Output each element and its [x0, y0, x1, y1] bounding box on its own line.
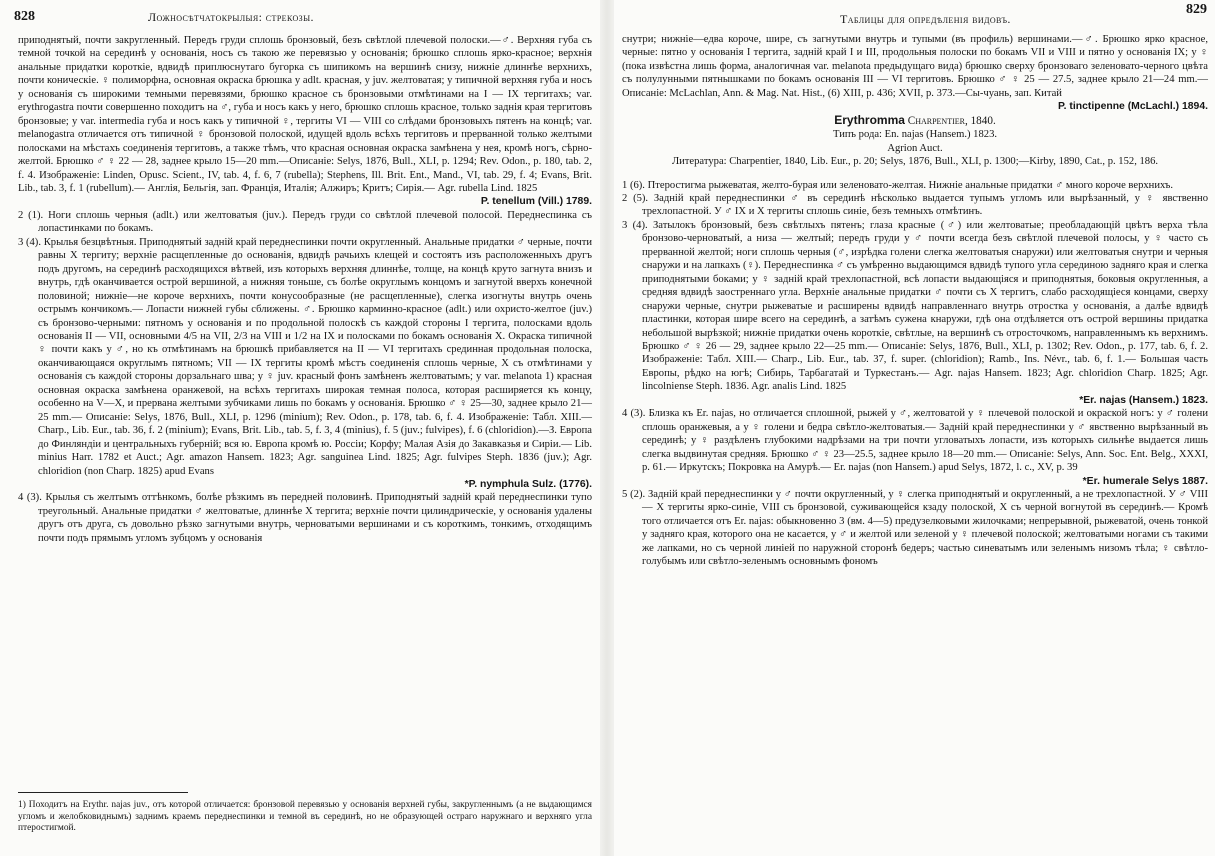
left-page [0, 0, 600, 856]
entry-number: 4 (3). [18, 492, 42, 504]
entry-text: Ноги сплошь черныя (adlt.) или желтоватыя (juv.). Передъ груди со свѣтлой плечевой полосой. Переднеспинка съ лопастинками по бокамъ. [38, 209, 592, 235]
right-page-number: 829 [1186, 2, 1207, 17]
species-name: *P. nymphula Sulz. (1776). [464, 478, 592, 490]
entry-number: 5 (2). [622, 488, 646, 500]
entry-number: 3 (4). [622, 219, 648, 231]
book-gutter [600, 0, 614, 856]
entry-text: Крылья безцвѣтныя. Приподнятый задній край переднеспинки почти округленный. Анальные придатки ♂ черные, почти равны X тергиту; верхніе расщепленные до основанія, вдвидѣ рачьихъ клещей и состоятъ изъ расположенныхъ другъ подъ другомъ, на серединѣ расходящихся вѣтвей, изъ которыхъ верхняя длиннѣе, толще, на концѣ круто загнута внизъ и внутрь, гдѣ оканчивается острой вершиной, а нижняя тоньше, съ болѣе округлымъ концомъ и загнутой вверхъ конечной половиной; нижніе—не короче верхнихъ, почти конусообразные (не расщепленные), слегка изогнуты внутрь очень острымъ кончикомъ.— Лопасти нижней губы сближены. ♂. Брюшко карминно-красное (adlt.) или охристо-желтое (juv.) съ бронзово-черными: пятномъ у основанія и по продольной полоскѣ съ каждой стороны I тергита, полосками вдоль основанія II — VII, основными 4/5 на VII, 2/3 на VIII и 1/2 на IX и полосками по бокамъ основанія X. Окраска типичной ♀ почти какъ у ♂, но къ отмѣтинамъ на брюшкѣ прибавляется на II — VI тергитахъ срединная продольная полоска, оканчивающаяся округлымъ пятномъ; VII — IX тергиты кромѣ мѣстъ соединенія сплошь черные, X съ отмѣтинами у основанія съ каждой стороны дорзальнаго шва; у ♀ juv. красный фонъ замѣненъ желтоватымъ; у var. melanota 1) красная основная окраска замѣнена оранжевой, на всѣхъ тергитахъ широкая темная полоса, которая расширяется къ концу, особенно на V—X, и прервана желтыми зубчиками лишь по бокамъ у основанія. Брюшко ♂ ♀ 25—30, заднее крыло 21—25 mm.— Описаніе: Selys, 1876, Bull., XLI, p. 1296 (minium); Rev. Odon., p. 178, tab. 6, f. 4. Изображеніе: Табл. XIII.— Charp., Lib. Eur., tab. 36, f. 2 (minium); Evans, Brit. Lib., tab. 5, f. 3, 4 (minius), f. 5 (juv.; fulvipes), f. 6 (chloridion).—З. Европа до Финляндіи и центральныхъ губерній; вся ю. Европа кромѣ ю. Россіи; Корфу; Малая Азія до Закавказья и Сиріи.— Lib. minius Harr. 1782 et Auct.; Agr. amazon Hansem. 1823; Agr. sanguinea Lind. 1825; Agr. fulvipes Steph. 1836 (juv.); Agr. chloridion (non Charp. 1825) apud Evans [38, 236, 593, 477]
right-page-header [614, 0, 1215, 26]
entry-number: 1 (6). [622, 179, 645, 191]
key-entry [622, 407, 1208, 474]
entry-text: Задній край переднеспинки ♂ въ серединѣ нѣсколько выдается тупымъ угломъ или вырѣзанный, у ♀ явственно трехлопастной. У ♂ IX и X тергиты сплошь синіе, безъ темныхъ отмѣтинъ. [642, 192, 1208, 218]
entry-number: 2 (5). [622, 192, 649, 204]
entry-text: Затылокъ бронзовый, безъ свѣтлыхъ пятенъ; глаза красные (♂) или желтоватые; преобладающій цвѣтъ верха тѣла бронзово-черноватый, а низа — желтый; передъ груди у ♂ почти всегда безъ свѣтлой плечевой полосы, у ♀ часто съ прерванной желтой; ноги сплошь черныя (♂, изрѣдка голени слегка желтоватыя снаружи) или желтоватыя снутри и черныя снаружи и на лапкахъ (♀). Переднеспинка ♂ съ умѣренно выдающимся вдвидѣ тупого угла серединою задняго края и слегка приподнятыми боками; у ♀ задній край трехлопастной, всѣ лопасти выдающіяся и приподнятыя, боковыя округленныя, а средняя вдвидѣ заостреннаго угла. Верхніе анальные придатки ♂ почти съ X тергитъ, слабо расходящіеся концами, сверху снаружи черные, снутри рыжеватые и расширены вдвидѣ направленнаго внутрь отростка у основанія, а далѣе вдвидѣ пластинки, которая шире всего на серединѣ, а затѣмъ сужена кнаружи, гдѣ она отдѣляется отъ острой вершины придатка небольшой вырѣзкой; нижніе придатки очень короткіе, свѣтлые, на вершинѣ съ отросточкомъ, направленнымъ къ верхнимъ. Брюшко ♂ ♀ 26 — 29, заднее крыло 22—25 mm.— Описаніе: Selys, 1876, Bull., XLI, p. 1302; Rev. Odon., p. 177, tab. 6, f. 2. Изображеніе: Табл. XIII.— Charp., Lib. Eur., tab. 37, f. super. (chloridion); Ramb., Ins. Névr., tab. 6, f. 1.— Большая часть Европы, рѣдко на югѣ; Сибирь, Тарбагатай и Туркестанъ.— Agr. najas Hansem. 1823; Agr. chloridion Charp. 1825; Agr. lincolniense Steph. 1836. Agr. analis Lind. 1825 [642, 219, 1208, 393]
genus-title [622, 114, 1208, 128]
key-entry [622, 192, 1208, 219]
genus-name: Erythromma [834, 112, 905, 127]
genus-literature: Литература: Charpentier, 1840, Lib. Eur., p. 20; Selys, 1876, Bull., XLI, p. 1300;—Kirby, 1890, Cat., p. 152, 186. [671, 156, 1159, 168]
entry-text: Задній край переднеспинки у ♂ почти округленный, у ♀ слегка приподнятый и округленный, а не трехлопастной. У ♂ VIII — X тергиты ярко-синіе, VIII съ бронзовой, суживающейся кзаду полоской, X съ черной вогнутой въ серединѣ.— Кромѣ того отличается отъ Er. najas: обыкновенно 3 (вм. 4—5) предузелковыми жилочками; непрерывной, рыжеватой, очень тонкой у задняго края, которого она не касается, у ♂ и желтой или зеленой у ♀ плечевой полоской; желтоватыми ногами съ такими же лапками, но съ черной линіей по наружной сторонѣ бедеръ; частью синеватымъ или зеленымъ низомъ тѣла; ♀ свѣтло-голубымъ или свѣтло-зеленымъ основнымъ фономъ [642, 488, 1208, 568]
entry-number: 2 (1). [18, 209, 44, 221]
entry-number: 3 (4). [18, 236, 41, 248]
spacer [622, 169, 1208, 179]
footnote: 1) Походитъ на Erythr. najas juv., отъ которой отличается: бронзовой перевязью у основанія верхней губы, закругленнымъ (а не выдающимся угломъ и желобковиднымъ) заднимъ краемъ переднеспинки и темной въ серединѣ, но не образующей остраго наружнаго и верхняго угла птеростигмой. [18, 800, 592, 834]
key-entry [18, 209, 592, 236]
right-page-body [622, 33, 1208, 569]
key-entry [622, 179, 1208, 192]
left-page-header [0, 0, 600, 26]
genus-type: Типъ рода: En. najas (Hansem.) 1823. [832, 129, 998, 141]
left-page-number: 828 [14, 9, 35, 24]
right-page [614, 0, 1215, 856]
left-page-body [18, 34, 592, 545]
species-name: *Er. najas (Hansem.) 1823. [1079, 394, 1208, 406]
genus-author: Charpentier, 1840. [907, 114, 996, 127]
right-intro-text: снутри; нижніе—едва короче, шире, съ загнутыми внутрь и тупыми (въ профиль) вершинами.—♂. Брюшко ярко красное, черные: пятно у основанія I тергита, задній край I и III, продольныя полоски по бокамъ VII и VIII и пятно у основанія IX; у ♀ (пока извѣстна лишь форма, аналогичная var. melanota предыдущаго вида) брюшко сверху бронзоваго зеленовато-черного цвѣта съ полулунными пятнышками по бокамъ основанія III — VI тергитовъ. Брюшко ♂ ♀ 25 — 27.5, заднее крыло 21—24 mm.— Описаніе: McLachlan, Ann. & Mag. Nat. Hist., (6) XIII, p. 436; XVII, p. 373.—Сы-чуань, зап. Китай [622, 34, 1208, 99]
left-intro-text: приподнятый, почти закругленный. Передъ груди сплошь бронзовый, безъ свѣтлой плечевой полоски.—♂. Верхняя губа съ темной точкой на серединѣ у основанія, носъ съ такою же перевязью у основанія; брюшко сплошь ярко-красное; верхнія анальные придатки короткіе, вдвидѣ приплюснутаго бугорка съ шипикомъ на вершинѣ снизу, нижніе длиннѣе верхнихъ, почти коническіе. ♀ полиморфна, основная окраска брюшка у adlt. красная, у juv. желтоватая; у типичной верхняя губа и носъ у основанія съ широкими темными перевязями, брюшко красное съ бронзовыми отмѣтинами на I — IX тергитахъ; var. erythrogastra почти совершенно походитъ на ♂, губа и носъ какъ у него, брюшко сплошь красное, только заднія края тергитовъ бронзовые; у var. intermedia губа и носъ какъ у типичной ♀, тергиты VI — VIII со слѣдами бронзовыхъ пятенъ на концѣ; var. melanogastra отличается отъ типичной ♀ бронзовой полоской, идущей вдоль всѣхъ тергитовъ и прерванной только желтыми полосками на мѣстахъ соединенія тергитовъ, а также тѣмъ, что красная основная окраска замѣнена у нея, кромѣ ногъ, сѣрно-желтой. Брюшко ♂ ♀ 22 — 28, заднее крыло 15—20 mm.—Описаніе: Selys, 1876, Bull., XLI, p. 1294; Rev. Odon., p. 180, tab. 2, f. 4. Изображеніе: Linden, Opusc. Scient., IV, tab. 4, f. 6, 7 (rubella); Stephens, Ill. Brit. Ent., Mand., VI, tab. 29, f. 4; Evans, Brit. Lib., tab. 3, f. 1 (rubellum).— Англія, Бельгія, зап. Франція, Италія; Алжиръ; Критъ; Сирія.— Agr. rubella Lind. 1825 [18, 35, 592, 194]
key-entry [18, 236, 592, 478]
footnote-rule [18, 792, 188, 793]
key-entry [18, 491, 592, 545]
genus-block [622, 114, 1208, 169]
entry-text: Близка къ Er. najas, но отличается сплошной, рыжей у ♂, желтоватой у ♀ плечевой полоской и окраской ногъ: у ♂ голени сплошь оранжевыя, а у ♀ голени и бедра свѣтло-желтоватыя.— Задній край переднеспинки у ♂ явственно вырѣзанный въ серединѣ; у ♀ раздѣленъ глубокими надрѣзами на три почти угловатыхъ лопасти, изъ которыхъ сильнѣе выдается лишь слегка выдвинутая средняя. Брюшко ♂ ♀ 23—25.5, заднее крыло 18—20 mm.— Описаніе: Selys, Ann. Soc. Ent. Belg., XXXI, p. 61.— Иркутскъ; Покровка на Амурѣ.— Er. najas (non Hansem.) apud Selys, 1872, l. c., XV, p. 39 [642, 408, 1208, 474]
right-intro-species: P. tinctipenne (McLachl.) 1894. [1058, 101, 1208, 113]
genus-synonym: Agrion Auct. [887, 142, 943, 154]
left-intro-species: P. tenellum (Vill.) 1789. [480, 196, 592, 208]
species-name: *Er. humerale Selys 1887. [1082, 475, 1208, 487]
left-running-head: Ложносѣтчатокрылыя: стрекозы. [148, 10, 314, 24]
right-running-head: Таблицы для опредѣленія видовъ. [840, 12, 1011, 26]
key-entry [622, 219, 1208, 394]
entry-text: Крылья съ желтымъ оттѣнкомъ, болѣе рѣзкимъ въ передней половинѣ. Приподнятый задній край переднеспинки тупо треугольный. Анальные придатки ♂ желтоватые, длиннѣе X тергита; верхніе почти цилиндрическіе, у основанія удалены другъ отъ друга, съ довольно рѣзко загнутыми внутрь, черноватыми вершинами и съ короткимъ, тонкимъ, отходящимъ почти подъ прямымъ угломъ зубцомъ у основанія [38, 492, 593, 544]
entry-number: 4 (3). [622, 408, 646, 420]
key-entry [622, 488, 1208, 569]
entry-text: Птеростигма рыжеватая, желто-бурая или зеленовато-желтая. Нижніе анальные придатки ♂ много короче верхнихъ. [647, 179, 1174, 191]
